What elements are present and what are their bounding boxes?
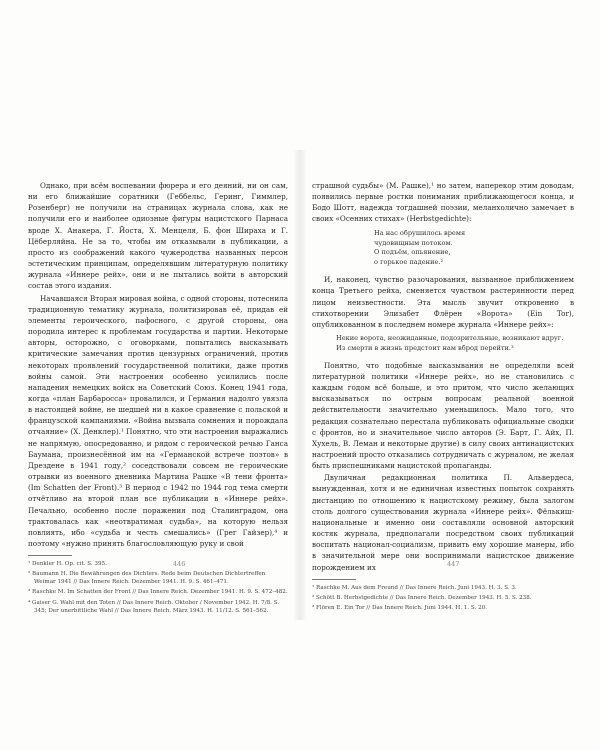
verse-quote bbox=[336, 334, 574, 354]
verse-line: Из смерти в жизнь предстоит нам вброд перейти.³ bbox=[336, 343, 514, 352]
footnote: ³ Raschke M. Im Schatten der Front // Das Innere Reich. Dezember 1941. H. 9. S. 472–482. bbox=[28, 589, 288, 596]
footnote-rule bbox=[312, 579, 356, 580]
left-footnotes bbox=[28, 560, 288, 615]
right-paragraph-4: Двуличная редакционная политика П. Альвердеса, вынужденная, хотя и не единичная известных попыток сохранять дистанцию по отношению к нацистскому режиму, была залогом столь долгого существования журнала «Иннере рейх». Фёлькиш-национальные и именно они составляли основной авторский костяк журнала, предполагали посредством своих публикаций воспитать национал-социализм, привить ему хорошие манеры, ибо в значительной мере они воспринимали нацистское движение порождением их bbox=[312, 473, 574, 572]
left-page-number: 446 bbox=[173, 560, 186, 568]
right-page bbox=[312, 150, 574, 614]
verse-line: Некие ворота, неожиданные, подозрительные, возникают вдруг. bbox=[336, 333, 564, 342]
right-paragraph-1: страшной судьбы» (М. Рашке),¹ но затем, наперекор этим доводам, появились первые ростки понимания приближающегося конца, и Бодо Шотт, надежда тогдашней поэзии, меланхолично замечает в своих «Осенних стихах» (Herbstgedichte): bbox=[312, 181, 574, 224]
right-page-number: 447 bbox=[447, 560, 460, 568]
book-gutter bbox=[293, 150, 307, 620]
left-paragraph-2: Начавшаяся Вторая мировая война, с одной стороны, потеснила традиционную тематику журнала, политизировав её, придав ей элементы героического, пафосного, с другой стороны, она породила интерес к проблемам государства и партии. Некоторые авторы, осторожно, с оговорками, попытались высказывать критические замечания против цензурных ограничений, против некоторых проявлений государственной политики, даже против войны самой. Эти настроения особенно усилились после нападения немецких войск на Советский Союз. Конец 1941 года, когда «план Барбаросса» провалился, и Германия надолго увязла в настоящей войне, не шедшей ни в какое сравнение с польской и французской кампаниями. «Война вызвала сомнения и порождала отчаяние» (Х. Денклер).¹ Понятно, что эти настроения выражались не напрямую, опосредованно, и рядом с героической речью Ганса Баумана, произнесённой им на «Германской встрече поэтов» в Дрездене в 1941 году,² соседствовали совсем не героические отрывки из военного дневника Мартина Рашке «В тени фронта» (Im Schatten der Front).³ В период с 1942 по 1944 год тема смерти отчётливо на второй план все публикации в «Иннере рейх». Печально, особенно после поражения под Сталинградом, она трактовалась как «неотвратимая судьба», на которую нельзя повлиять, ибо «судьба и честь смешались» (Грег Гайзер),⁴ и поэтому «нужно принять благословляющую руку и свой bbox=[28, 293, 288, 548]
right-paragraph-3: Понятно, что подобные высказывания не определяли всей литературной политики «Иннере рейх», но не становились с каждым годом всё больше, и это притом, что число желающих высказываться по острым вопросам реальной военной действительности значительно уменьшилось. Мало того, что редакция сознательно перестала публиковать официальные сводки с фронтов, но и значительное число авторов (Э. Барт, Г. Айх, П. Хухель, В. Леман и некоторые другие) в силу своих антинацистских настроений просто отказались сотрудничать с журналом, не желая быть приспешниками нацистской пропаганды. bbox=[312, 360, 574, 471]
footnote: ² Schött B. Herbstgedichte // Das Innere Reich. Dezember 1943. H. 5. S. 238. bbox=[312, 594, 532, 601]
right-footnotes bbox=[312, 584, 574, 612]
poem-line: На нас обрушилось время bbox=[374, 228, 466, 237]
left-page bbox=[28, 150, 288, 617]
poem-line: чудовищным потоком. bbox=[374, 238, 453, 247]
footnote: ³ Flören E. Ein Tor // Das Innere Reich. Juni 1944. H. 1. S. 20. bbox=[312, 604, 487, 611]
footnote: ² Baumann H. Die Bewährungen des Dichters. Rede beim Deutschen Dichtertreffen Weimar 1941 // Das Innere Reich. Dezember 1941. H. 9. S. 461–471. bbox=[28, 571, 266, 586]
footnote: ¹ Raschke M. Aus dem Freund // Das Innere Reich. Juni 1943. H. 3. S. 3. bbox=[312, 584, 517, 591]
poem-line: О подъём, опьянение, bbox=[374, 248, 451, 257]
footnote-rule bbox=[28, 555, 72, 556]
footnote: ⁴ Gaiser G. Wahl mit den Toten // Das Innere Reich. Oktober / November 1942. H. 7/8. S. 345; Der unerbittliche Wahl // Das Innere Reich. März 1943. H. 11/12. S. 561–562. bbox=[28, 599, 280, 614]
footnote: ¹ Denkler H. Op. cit. S. 395. bbox=[28, 561, 107, 568]
poem-quote bbox=[374, 229, 574, 269]
left-paragraph-1: Однако, при всём воспевании фюрера и его деяний, ни он сам, ни его ближайшие соратники (Геббельс, Геринг, Гиммлер, Розенберг) не получили на страницах журнала слова, как не получили его и наиболее одиозные фигуры нацистского Парнаса вроде Х. Анакера, Г. Йоста, Х. Менцеля, Б. фон Шираха и Г. Цёберляйна. Не за то, чтобы им отказывали в публикации, а просто из соображений какого чужеродства названных персон эстетическим принципам, определявшим литературную политику журнала «Иннере рейх», они и не пытались войти в авторский состав этого издания. bbox=[28, 181, 288, 291]
poem-line: о горькое падение.² bbox=[374, 258, 444, 267]
right-paragraph-2: И, наконец, чувство разочарования, вызванное приближением конца Третьего рейха, сменяется чувством растерянности перед лицом неизвестности. Эта мысль звучит откровенно в стихотворении Элизабет Флёрен «Ворота» (Ein Tor), опубликованном в последнем номере журнала «Иннере рейх»: bbox=[312, 275, 574, 329]
